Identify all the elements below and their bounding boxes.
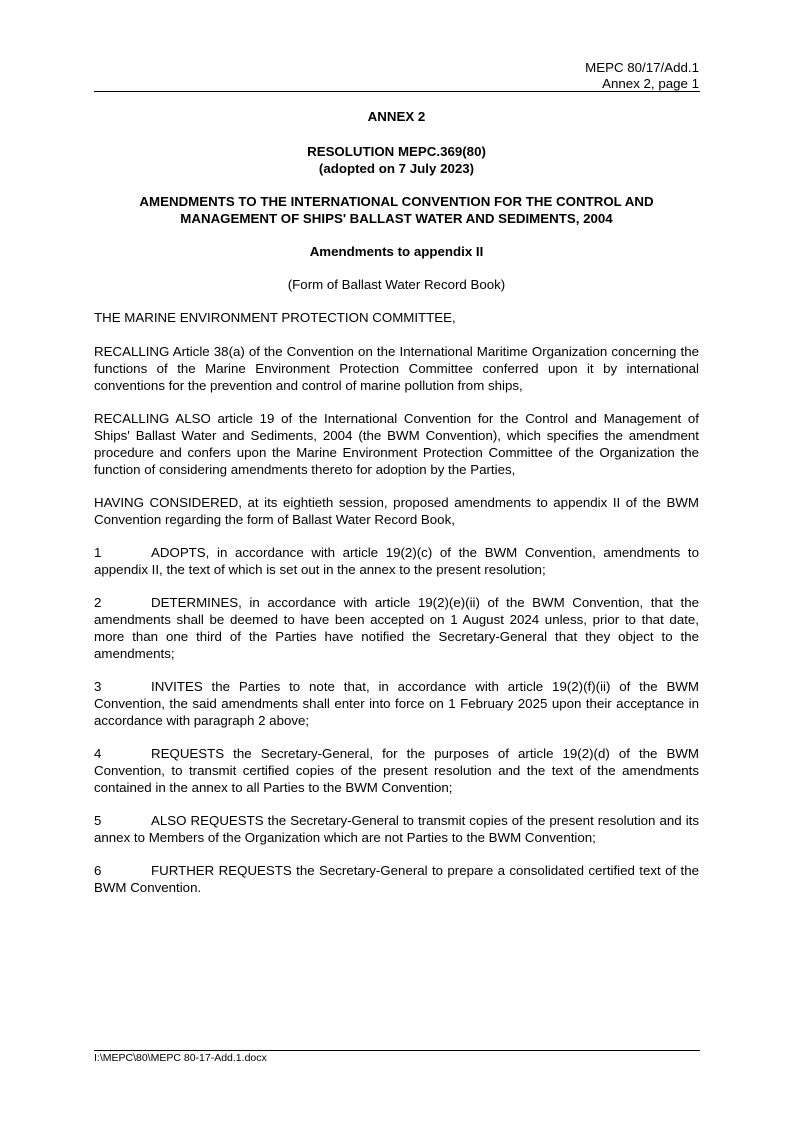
- committee-line: THE MARINE ENVIRONMENT PROTECTION COMMITTEE,: [94, 310, 456, 325]
- paragraph-text: FURTHER REQUESTS the Secretary-General to prepare a consolidated certified text of the BWM Convention.: [94, 863, 699, 895]
- paragraph-text: REQUESTS the Secretary-General, for the purposes of article 19(2)(d) of the BWM Convention, to transmit certified copies of the present resolution and the text of the amendments contained in the annex to all Parties to the BWM Convention;: [94, 746, 699, 795]
- operative-paragraph: [94, 544, 699, 578]
- paragraph-text: INVITES the Parties to note that, in accordance with article 19(2)(f)(ii) of the BWM Convention, the said amendments shall enter into force on 1 February 2025 upon their acceptance in accordance with paragraph 2 above;: [94, 679, 699, 728]
- paragraph-number: 6: [94, 863, 102, 878]
- page-header: [94, 60, 699, 91]
- paragraph-number: 2: [94, 595, 102, 610]
- subtitle: Amendments to appendix II: [309, 244, 484, 259]
- paragraph-number: 1: [94, 545, 102, 560]
- paragraph-number: 5: [94, 813, 102, 828]
- header-divider: [94, 91, 700, 92]
- preamble-recalling-also: RECALLING ALSO article 19 of the International Convention for the Control and Management of Ships' Ballast Water and Sediments, 2004 (the BWM Convention), which specifies the amendment procedure and confers upon the Marine Environment Protection Committee of the Organization the function of considering amendments thereto for adoption by the Parties,: [94, 411, 699, 477]
- title-line-2: MANAGEMENT OF SHIPS' BALLAST WATER AND SEDIMENTS, 2004: [180, 211, 613, 226]
- preamble-recalling: RECALLING Article 38(a) of the Convention on the International Maritime Organization concerning the functions of the Marine Environment Protection Committee conferred upon it by international conventions for the prevention and control of marine pollution from ships,: [94, 344, 699, 393]
- title-line-1: AMENDMENTS TO THE INTERNATIONAL CONVENTION FOR THE CONTROL AND: [139, 194, 654, 209]
- paragraph-text: DETERMINES, in accordance with article 19(2)(e)(ii) of the BWM Convention, that the amendments shall be deemed to have been accepted on 1 August 2024 unless, prior to that date, more than one third of the Parties have notified the Secretary-General that they object to the amendments;: [94, 595, 699, 661]
- paragraph-number: 3: [94, 679, 102, 694]
- paragraph-text: ALSO REQUESTS the Secretary-General to transmit copies of the present resolution and its annex to Members of the Organization which are not Parties to the BWM Convention;: [94, 813, 699, 845]
- file-path: I:\MEPC\80\MEPC 80-17-Add.1.docx: [94, 1052, 267, 1064]
- operative-paragraph: [94, 678, 699, 729]
- resolution-number: RESOLUTION MEPC.369(80): [307, 144, 486, 159]
- operative-paragraph: [94, 812, 699, 846]
- page-reference: Annex 2, page 1: [602, 75, 699, 91]
- paragraph-text: ADOPTS, in accordance with article 19(2)(c) of the BWM Convention, amendments to appendix II, the text of which is set out in the annex to the present resolution;: [94, 545, 699, 577]
- paragraph-number: 4: [94, 746, 102, 761]
- form-note: (Form of Ballast Water Record Book): [287, 277, 506, 292]
- operative-paragraph: [94, 862, 699, 896]
- preamble-having-considered: HAVING CONSIDERED, at its eightieth session, proposed amendments to appendix II of the BWM Convention regarding the form of Ballast Water Record Book,: [94, 495, 699, 527]
- document-body: [94, 108, 699, 896]
- annex-heading: ANNEX 2: [367, 109, 426, 124]
- adoption-date: (adopted on 7 July 2023): [318, 161, 475, 176]
- operative-paragraph: [94, 745, 699, 796]
- operative-paragraph: [94, 594, 699, 662]
- footer-divider: [94, 1050, 700, 1051]
- document-reference: MEPC 80/17/Add.1: [585, 60, 699, 75]
